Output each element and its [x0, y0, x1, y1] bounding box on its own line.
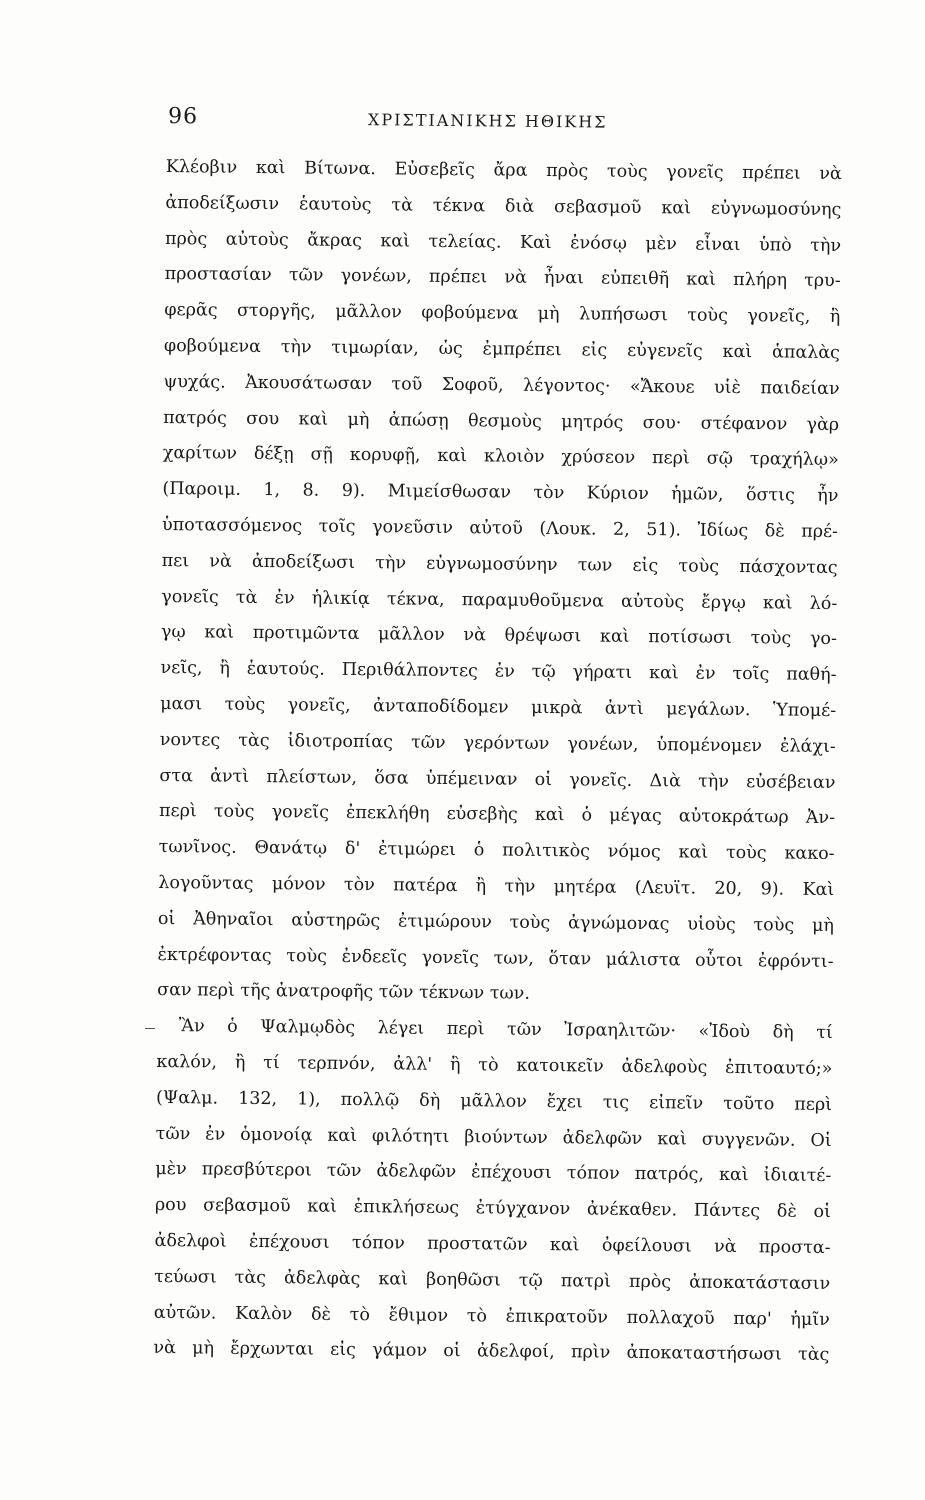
text-line: γῳ καὶ προτιμῶντα μᾶλλον νὰ θρέψωσι καὶ ποτίσωσι τοὺς γο- [160, 622, 838, 650]
text-line: προστασίαν τῶν γονέων, πρέπει νὰ ἦναι εὐπειθῆ καὶ πλήρη τρυ- [164, 264, 841, 292]
text-line: (Παροιμ. 1, 8. 9). Μιμείσθωσαν τὸν Κύριον ἡμῶν, ὅστις ἦν [162, 479, 839, 507]
text-line: χαρίτων δέξῃ σῇ κορυφῇ, καὶ κλοιὸν χρύσεον περὶ σῷ τραχήλῳ» [162, 443, 839, 471]
page-number: 96 [167, 104, 199, 130]
text-line: γονεῖς τὰ ἐν ἡλικίᾳ τέκνα, παραμυθοῦμενα αὐτοὺς ἔργῳ καὶ λό- [161, 586, 838, 614]
text-line: πρὸς αὐτοὺς ἄκρας καὶ τελείας. Καὶ ἐνόσῳ μὲν εἶναι ὑπὸ τὴν [164, 228, 842, 256]
text-line: ψυχάς. Ἀκουσάτωσαν τοῦ Σοφοῦ, λέγοντος· «Ἄκουε υἱὲ παιδείαν [163, 371, 840, 399]
text-line: νὰ μὴ ἔρχωνται εἰς γάμον οἱ ἀδελφοί, πρὶν ἀποκαταστήσωσι τὰς [153, 1338, 830, 1366]
page-header [168, 100, 836, 143]
paragraph-end-line: σαν περὶ τῆς ἀνατροφῆς τῶν τέκνων των. [157, 980, 531, 1005]
text-line: νεῖς, ἢ ἑαυτούς. Περιθάλποντες ἐν τῷ γήρατι καὶ ἐν τοῖς παθή- [160, 658, 837, 686]
text-line: πατρός σου καὶ μὴ ἀπώσῃ θεσμοὺς μητρός σου· στέφανον γὰρ [163, 407, 840, 435]
text-line: μασι τοὺς γονεῖς, ἀνταποδίδομεν μικρὰ ἀντὶ μεγάλων. Ὑπομέ- [160, 693, 837, 722]
text-line: καλόν, ἢ τί τερπνόν, ἀλλ' ἢ τὸ κατοικεῖν ἀδελφοὺς ἐπιτοαυτό;» [156, 1051, 833, 1079]
text-line: (Ψαλμ. 132, 1), πολλῷ δὴ μᾶλλον ἔχει τις εἰπεῖν τοῦτο περὶ [155, 1087, 833, 1115]
text-line: πει νὰ ἀποδείξωσι τὴν εὐγνωμοσύνην των εἰς τοὺς πάσχοντας [161, 550, 838, 578]
running-title: ΧΡΙΣΤΙΑΝΙΚΗΣ ΗΘΙΚΗΣ [367, 110, 608, 132]
text-line: ρου σεβασμοῦ καὶ ἐπικλήσεως ἐτύγχανον ἀνέκαθεν. Πάντες δὲ οἱ [154, 1195, 832, 1223]
text-line: ἐκτρέφοντας τοὺς ἐνδεεῖς γονεῖς των, ὅταν μάλιστα οὗτοι ἐφρόντι- [157, 944, 834, 972]
text-line: φερᾶς στοργῆς, μᾶλλον φοβούμενα μὴ λυπήσωσι τοὺς γονεῖς, ἢ [164, 300, 841, 328]
text-line: αὐτῶν. Καλὸν δὲ τὸ ἔθιμον τὸ ἐπικρατοῦν πολλαχοῦ παρ' ἡμῖν [153, 1302, 830, 1330]
text-line: Κλέοβιν καὶ Βίτωνα. Εὐσεβεῖς ἄρα πρὸς τοὺς γονεῖς πρέπει νὰ [165, 156, 842, 185]
text-line: λογοῦντας μόνον τὸν πατέρα ἢ τὴν μητέρα (Λευϊτ. 20, 9). Καὶ [158, 872, 835, 900]
body-text [153, 150, 842, 1374]
text-line: τωνῖνος. Θανάτῳ δ' ἐτιμώρει ὁ πολιτικὸς νόμος καὶ τοὺς κακο- [158, 837, 835, 865]
text-line: ἀποδείξωσιν ἑαυτοὺς τὰ τέκνα διὰ σεβασμοῦ καὶ εὐγνωμοσύνης [165, 192, 842, 220]
text-line: ἀδελφοὶ ἐπέχουσι τόπον προστατῶν καὶ ὀφείλουσι νὰ προστα- [154, 1230, 831, 1258]
text-line: στα ἀντὶ πλείστων, ὅσα ὑπέμειναν οἱ γονεῖς. Διὰ τὴν εὐσέβειαν [159, 765, 836, 793]
text-line: νοντες τὰς ἰδιοτροπίας τῶν γερόντων γονέων, ὑπομένομεν ἐλάχι- [159, 729, 836, 757]
text-line: οἱ Ἀθηναῖοι αὐστηρῶς ἐτιμώρουν τοὺς ἀγνώμονας υἱοὺς τοὺς μὴ [157, 908, 835, 936]
text-line: τῶν ἐν ὁμονοίᾳ καὶ φιλότητι βιούντων ἀδελφῶν καὶ συγγενῶν. Οἱ [155, 1123, 832, 1151]
paragraph-start-line: Ἂν ὁ Ψαλμῳδὸς λέγει περὶ τῶν Ἰσραηλιτῶν· «Ἰδοὺ δὴ τί [178, 1016, 833, 1044]
text-line: περὶ τοὺς γονεῖς ἐπεκλήθη εὐσεβὴς καὶ ὁ μέγας αὐτοκράτωρ Ἀν- [158, 801, 836, 829]
text-line: ὑποτασσόμενος τοῖς γονεῦσιν αὐτοῦ (Λουκ. 2, 51). Ἰδίως δὲ πρέ- [161, 514, 839, 543]
text-line: τεύωσι τὰς ἀδελφὰς καὶ βοηθῶσι τῷ πατρὶ πρὸς ἀποκατάστασιν [154, 1266, 831, 1294]
text-line: φοβούμενα τὴν τιμωρίαν, ὡς ἐμπρέπει εἰς εὐγενεῖς καὶ ἁπαλὰς [163, 335, 841, 364]
stray-ink-mark [145, 1028, 155, 1029]
text-line: μὲν πρεσβύτεροι τῶν ἀδελφῶν ἐπέχουσι τόπον πατρός, καὶ ἰδιαιτέ- [155, 1159, 832, 1187]
